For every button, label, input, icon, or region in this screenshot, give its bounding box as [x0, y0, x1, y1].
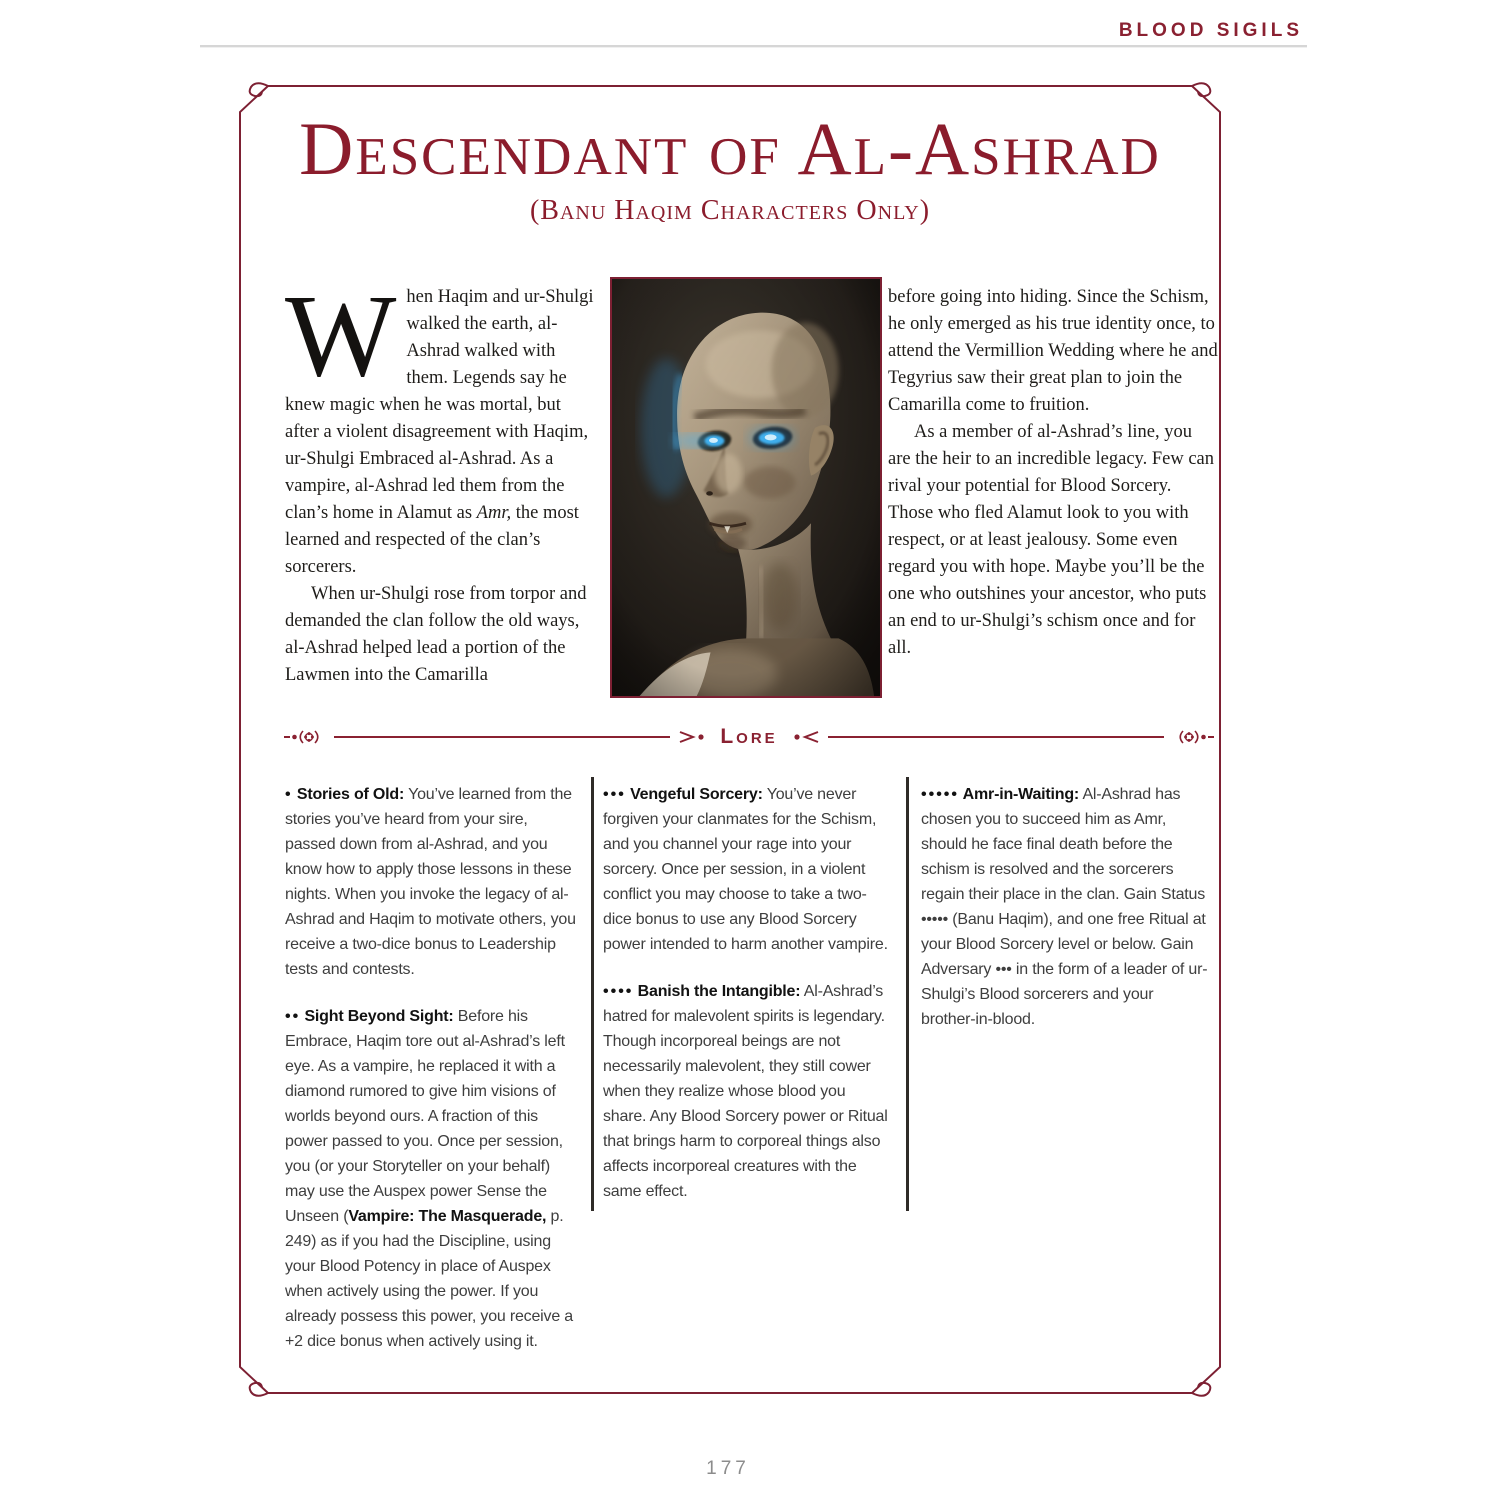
divider-ornament-icon: [283, 728, 327, 746]
intro-text-italic: Amr,: [476, 503, 512, 523]
entry-body: Al-Ashrad has chosen you to succeed him as Amr, should he face final death before the schism is resolved and the sorcerers regain their place in the clan. Gain Status ••••• (Banu Haqim), and one free Ritual at your Blood Sorcery level or below. Gain Adversary ••• in the form of a leader of ur-Shulgi’s Blood sorcerers and your brother-in-blood.: [921, 786, 1208, 1028]
title-block: [238, 108, 1222, 227]
lore-column-3: [921, 782, 1211, 1032]
page-subtitle: (Banu Haqim Characters Only): [529, 195, 931, 226]
column-rule: [906, 777, 909, 1211]
drop-cap: W: [285, 270, 397, 401]
lore-divider: [283, 724, 1215, 750]
entry-body: You’ve never forgiven your clanmates for the Schism, and you channel your rage into your sorcery. Once per session, in a violent conflict you may choose to take a two-dice bonus to use any Blood Sorcery power intended to harm another vampire.: [603, 786, 888, 953]
entry-dots: ••••: [603, 983, 634, 1000]
page-number: 177: [706, 1458, 750, 1479]
entry-title: Vengeful Sorcery:: [630, 786, 763, 803]
divider-line: [334, 736, 670, 738]
entry-dots: ••: [285, 1008, 301, 1025]
lore-entry-amr-in-waiting: [921, 782, 1211, 1032]
lore-entry-stories-of-old: [285, 782, 577, 982]
intro-text: hen Haqim and ur-Shulgi walked the earth, al-Ashrad walked with them. Legends say he knew magic when he was mortal, but after a violent disagreement with Haqim, ur-Shulgi Embraced al-Ashrad. As a vampire, al-Ashrad led them from the clan’s home in Alamut as: [285, 287, 594, 523]
lore-column-1: [285, 782, 577, 1354]
lore-column-2: [603, 782, 891, 1204]
entry-title: Stories of Old:: [296, 786, 405, 803]
intro-right-column: [888, 284, 1218, 662]
running-header: BLOOD SIGILS: [1118, 20, 1303, 41]
entry-body: p. 249) as if you had the Discipline, using your Blood Potency in place of Auspex when actively using the power. If you already possess this power, you receive a +2 dice bonus when actively using it.: [285, 1208, 573, 1350]
lore-entry-sight-beyond-sight: [285, 1004, 577, 1354]
intro-paragraph: When ur-Shulgi rose from torpor and demanded the clan follow the old ways, al-Ashrad helped lead a portion of the Lawmen into the Camarilla: [285, 584, 587, 685]
portrait-frame: [610, 277, 882, 698]
entry-dots: •••••: [921, 786, 960, 803]
column-rule: [591, 777, 594, 1211]
entry-dots: •: [285, 786, 293, 803]
entry-body-bold: Vampire: The Masquerade,: [348, 1208, 547, 1225]
divider-ornament-icon: [1171, 728, 1215, 746]
lore-entry-banish-the-intangible: [603, 979, 891, 1204]
divider-line: [828, 736, 1164, 738]
divider-arrow-icon: [791, 729, 821, 745]
entry-title: Amr-in-Waiting:: [962, 786, 1080, 803]
entry-body: You’ve learned from the stories you’ve heard from your sire, passed down from al-Ashrad, and you know how to apply those lessons in these nights. When you invoke the legacy of al-Ashrad and Haqim to motivate others, you receive a two-dice bonus to Leadership tests and contests.: [285, 786, 576, 978]
header-rule: [200, 45, 1307, 48]
page-title: Descendant of Al-Ashrad: [299, 108, 1161, 191]
intro-paragraph: As a member of al-Ashrad’s line, you are the heir to an incredible legacy. Few can rival your potential for Blood Sorcery. Those who fled Alamut look to you with respect, or at least jealousy. Some even regard you with hope. Maybe you’ll be the one who outshines your ancestor, who puts an end to ur-Shulgi’s schism once and for all.: [888, 422, 1214, 658]
intro-paragraph: before going into hiding. Since the Schism, he only emerged as his true identity once, to attend the Vermillion Wedding where he and Tegyrius saw their great plan to join the Camarilla come to fruition.: [888, 287, 1218, 415]
entry-title: Sight Beyond Sight:: [304, 1008, 454, 1025]
intro-left-column: [285, 270, 597, 689]
entry-dots: •••: [603, 786, 626, 803]
intro-text: the most learned and respected of the clan’s sorcerers.: [285, 503, 579, 577]
al-ashrad-portrait: [612, 279, 880, 696]
intro-paragraph: [285, 270, 597, 581]
entry-body: Before his Embrace, Haqim tore out al-Ashrad’s left eye. As a vampire, he replaced it with a diamond rumored to give him visions of worlds beyond ours. A fraction of this power passed to you. Once per session, you (or your Storyteller on your behalf) may use the Auspex power Sense the Unseen (: [285, 1008, 565, 1225]
entry-title: Banish the Intangible:: [637, 983, 801, 1000]
lore-label: Lore: [720, 725, 778, 748]
lore-entry-vengeful-sorcery: [603, 782, 891, 957]
divider-arrow-icon: [677, 729, 707, 745]
entry-body: Al-Ashrad’s hatred for malevolent spirits is legendary. Though incorporeal beings are not necessarily malevolent, they still cower when they realize whose blood you share. Any Blood Sorcery power or Ritual that brings harm to corporeal things also affects incorporeal creatures with the same effect.: [603, 983, 888, 1200]
